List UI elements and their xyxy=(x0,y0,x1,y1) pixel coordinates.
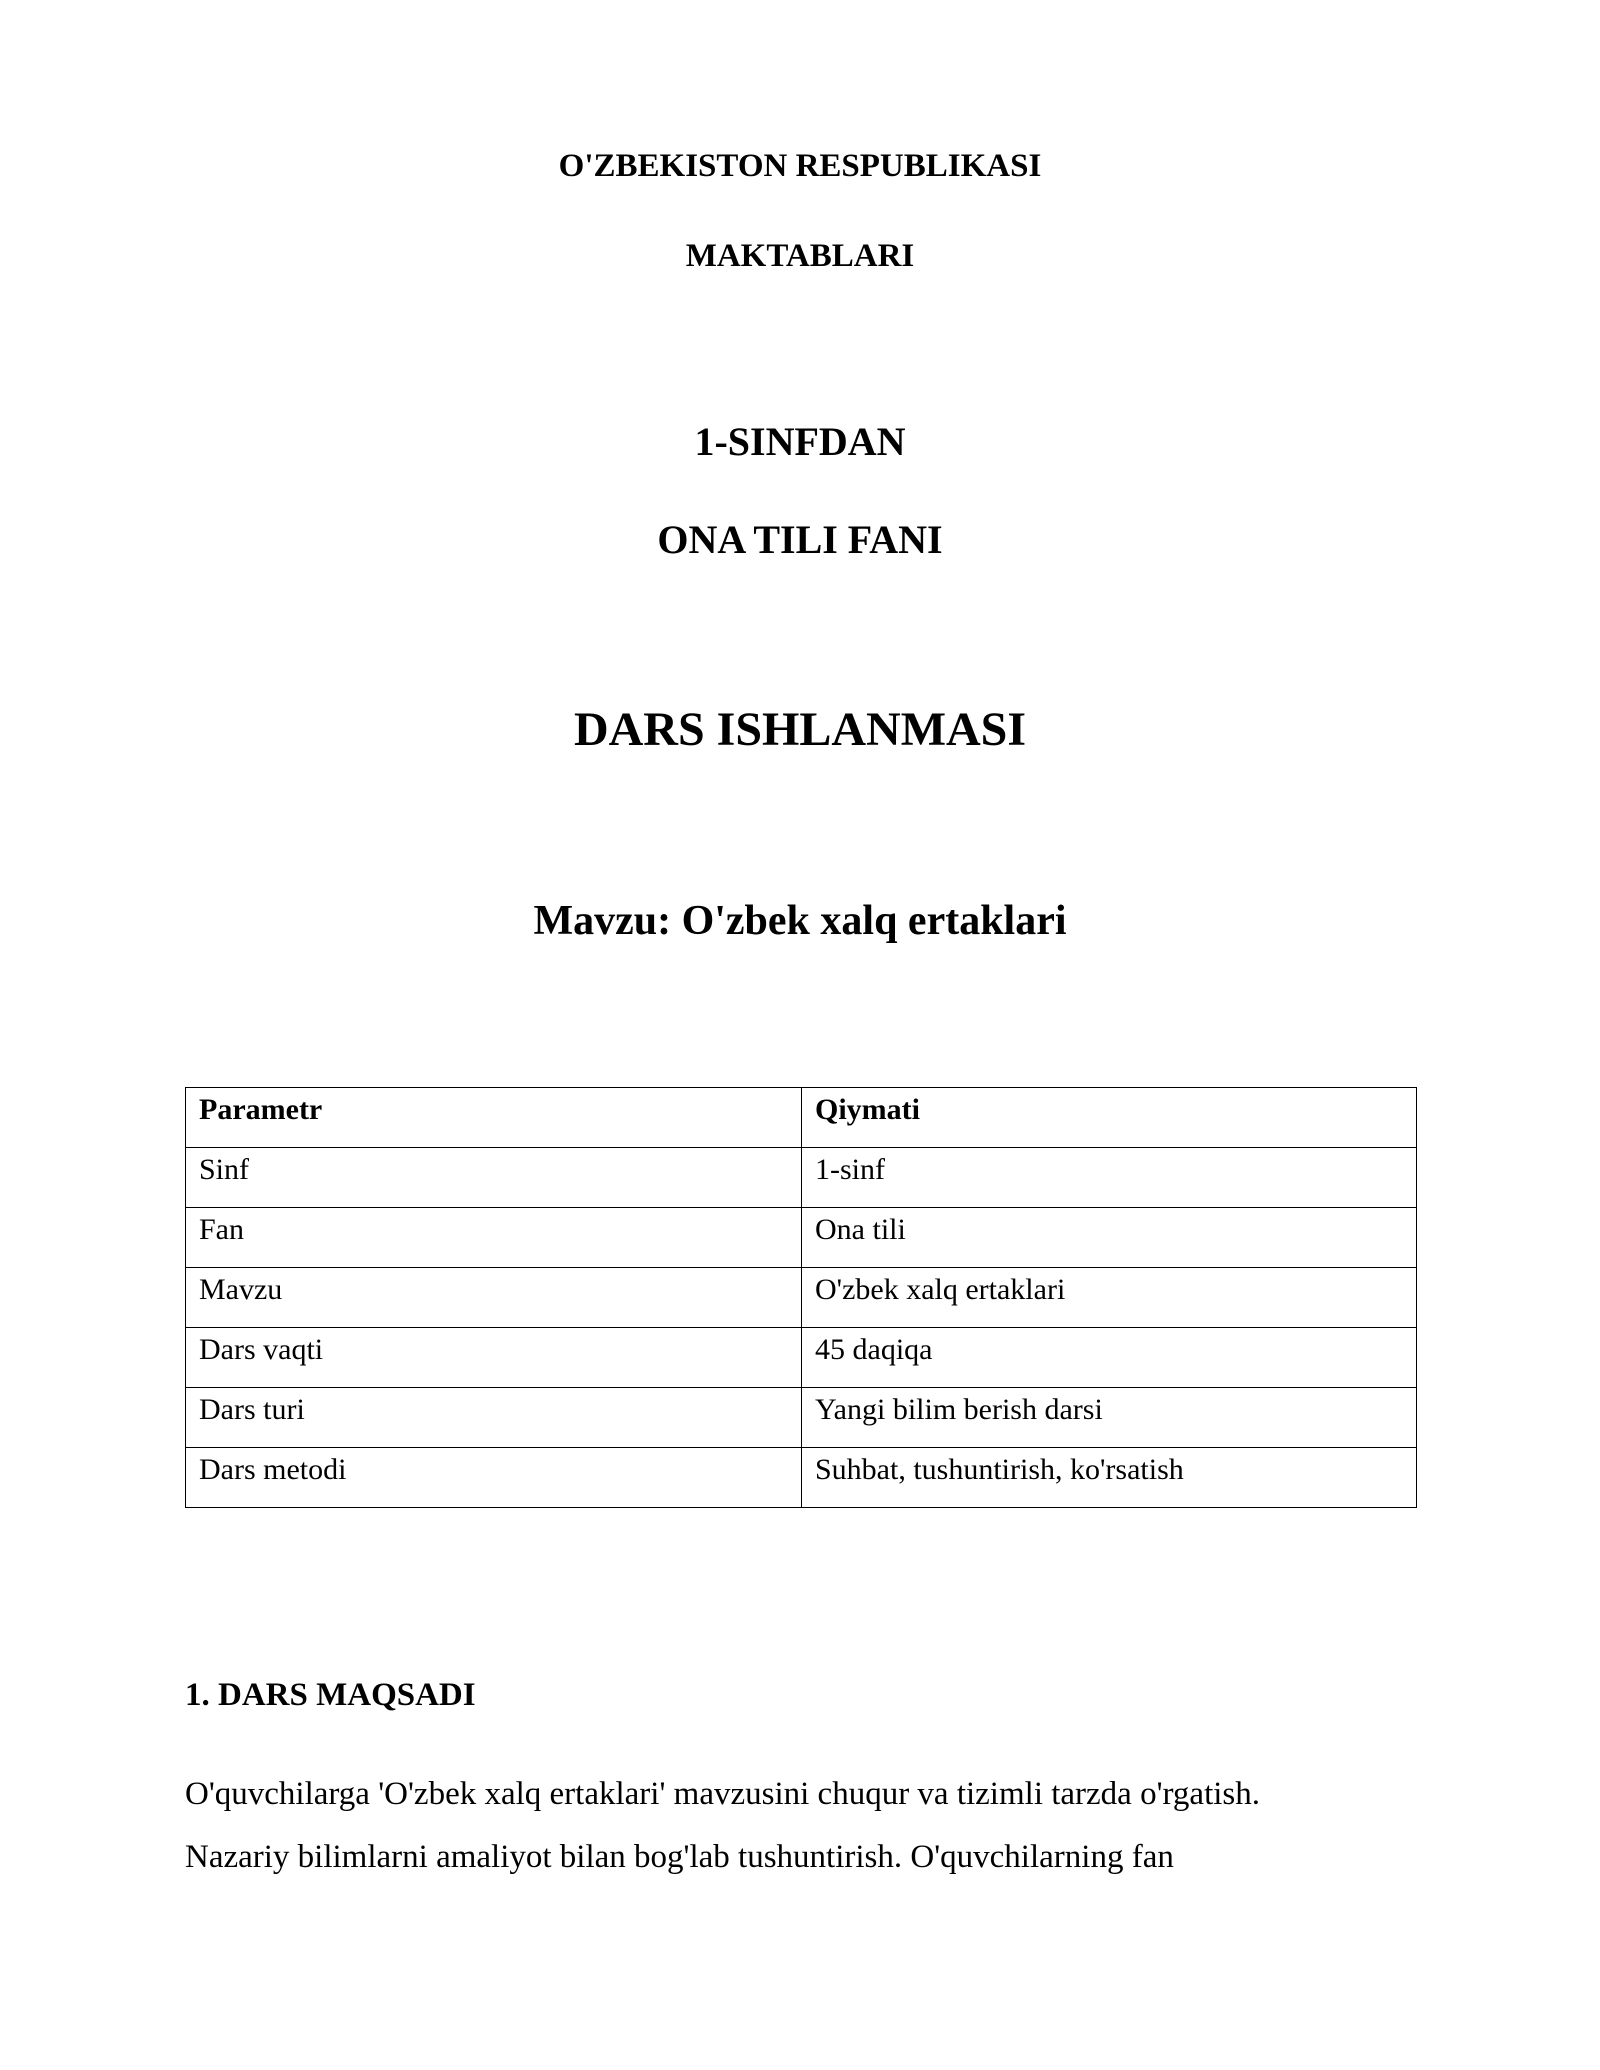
table-row xyxy=(186,1448,1417,1508)
table-cell: O'zbek xalq ertaklari xyxy=(802,1268,1417,1328)
table-cell: Fan xyxy=(186,1208,802,1268)
table-row xyxy=(186,1328,1417,1388)
table-cell: Sinf xyxy=(186,1148,802,1208)
schools-heading: MAKTABLARI xyxy=(685,238,915,274)
grade-heading: 1-SINFDAN xyxy=(694,419,906,464)
table-cell: 45 daqiqa xyxy=(802,1328,1417,1388)
table-cell: 1-sinf xyxy=(802,1148,1417,1208)
section-paragraph xyxy=(185,1763,1425,1889)
table-cell: Dars metodi xyxy=(186,1448,802,1508)
table-row xyxy=(186,1388,1417,1448)
section-heading: 1. DARS MAQSADI xyxy=(185,1677,476,1713)
lesson-parameters-table xyxy=(185,1087,1417,1508)
table-row xyxy=(186,1268,1417,1328)
table-row xyxy=(186,1148,1417,1208)
paragraph-line: O'quvchilarga 'O'zbek xalq ertaklari' mavzusini chuqur va tizimli tarzda o'rgatish. xyxy=(185,1776,1260,1812)
table-row xyxy=(186,1208,1417,1268)
table-cell: Dars turi xyxy=(186,1388,802,1448)
table-header-cell: Qiymati xyxy=(802,1088,1417,1148)
document-title: DARS ISHLANMASI xyxy=(573,703,1027,756)
table-header-cell: Parametr xyxy=(186,1088,802,1148)
table-cell: Ona tili xyxy=(802,1208,1417,1268)
table-cell: Yangi bilim berish darsi xyxy=(802,1388,1417,1448)
paragraph-line: Nazariy bilimlarni amaliyot bilan bog'lab tushuntirish. O'quvchilarning fan xyxy=(185,1839,1174,1875)
table-cell: Mavzu xyxy=(186,1268,802,1328)
topic-heading: Mavzu: O'zbek xalq ertaklari xyxy=(533,898,1067,944)
table-header-row xyxy=(186,1088,1417,1148)
country-heading: O'ZBEKISTON RESPUBLIKASI xyxy=(558,148,1042,184)
table-cell: Dars vaqti xyxy=(186,1328,802,1388)
subject-heading: ONA TILI FANI xyxy=(657,517,943,562)
table-cell: Suhbat, tushuntirish, ko'rsatish xyxy=(802,1448,1417,1508)
